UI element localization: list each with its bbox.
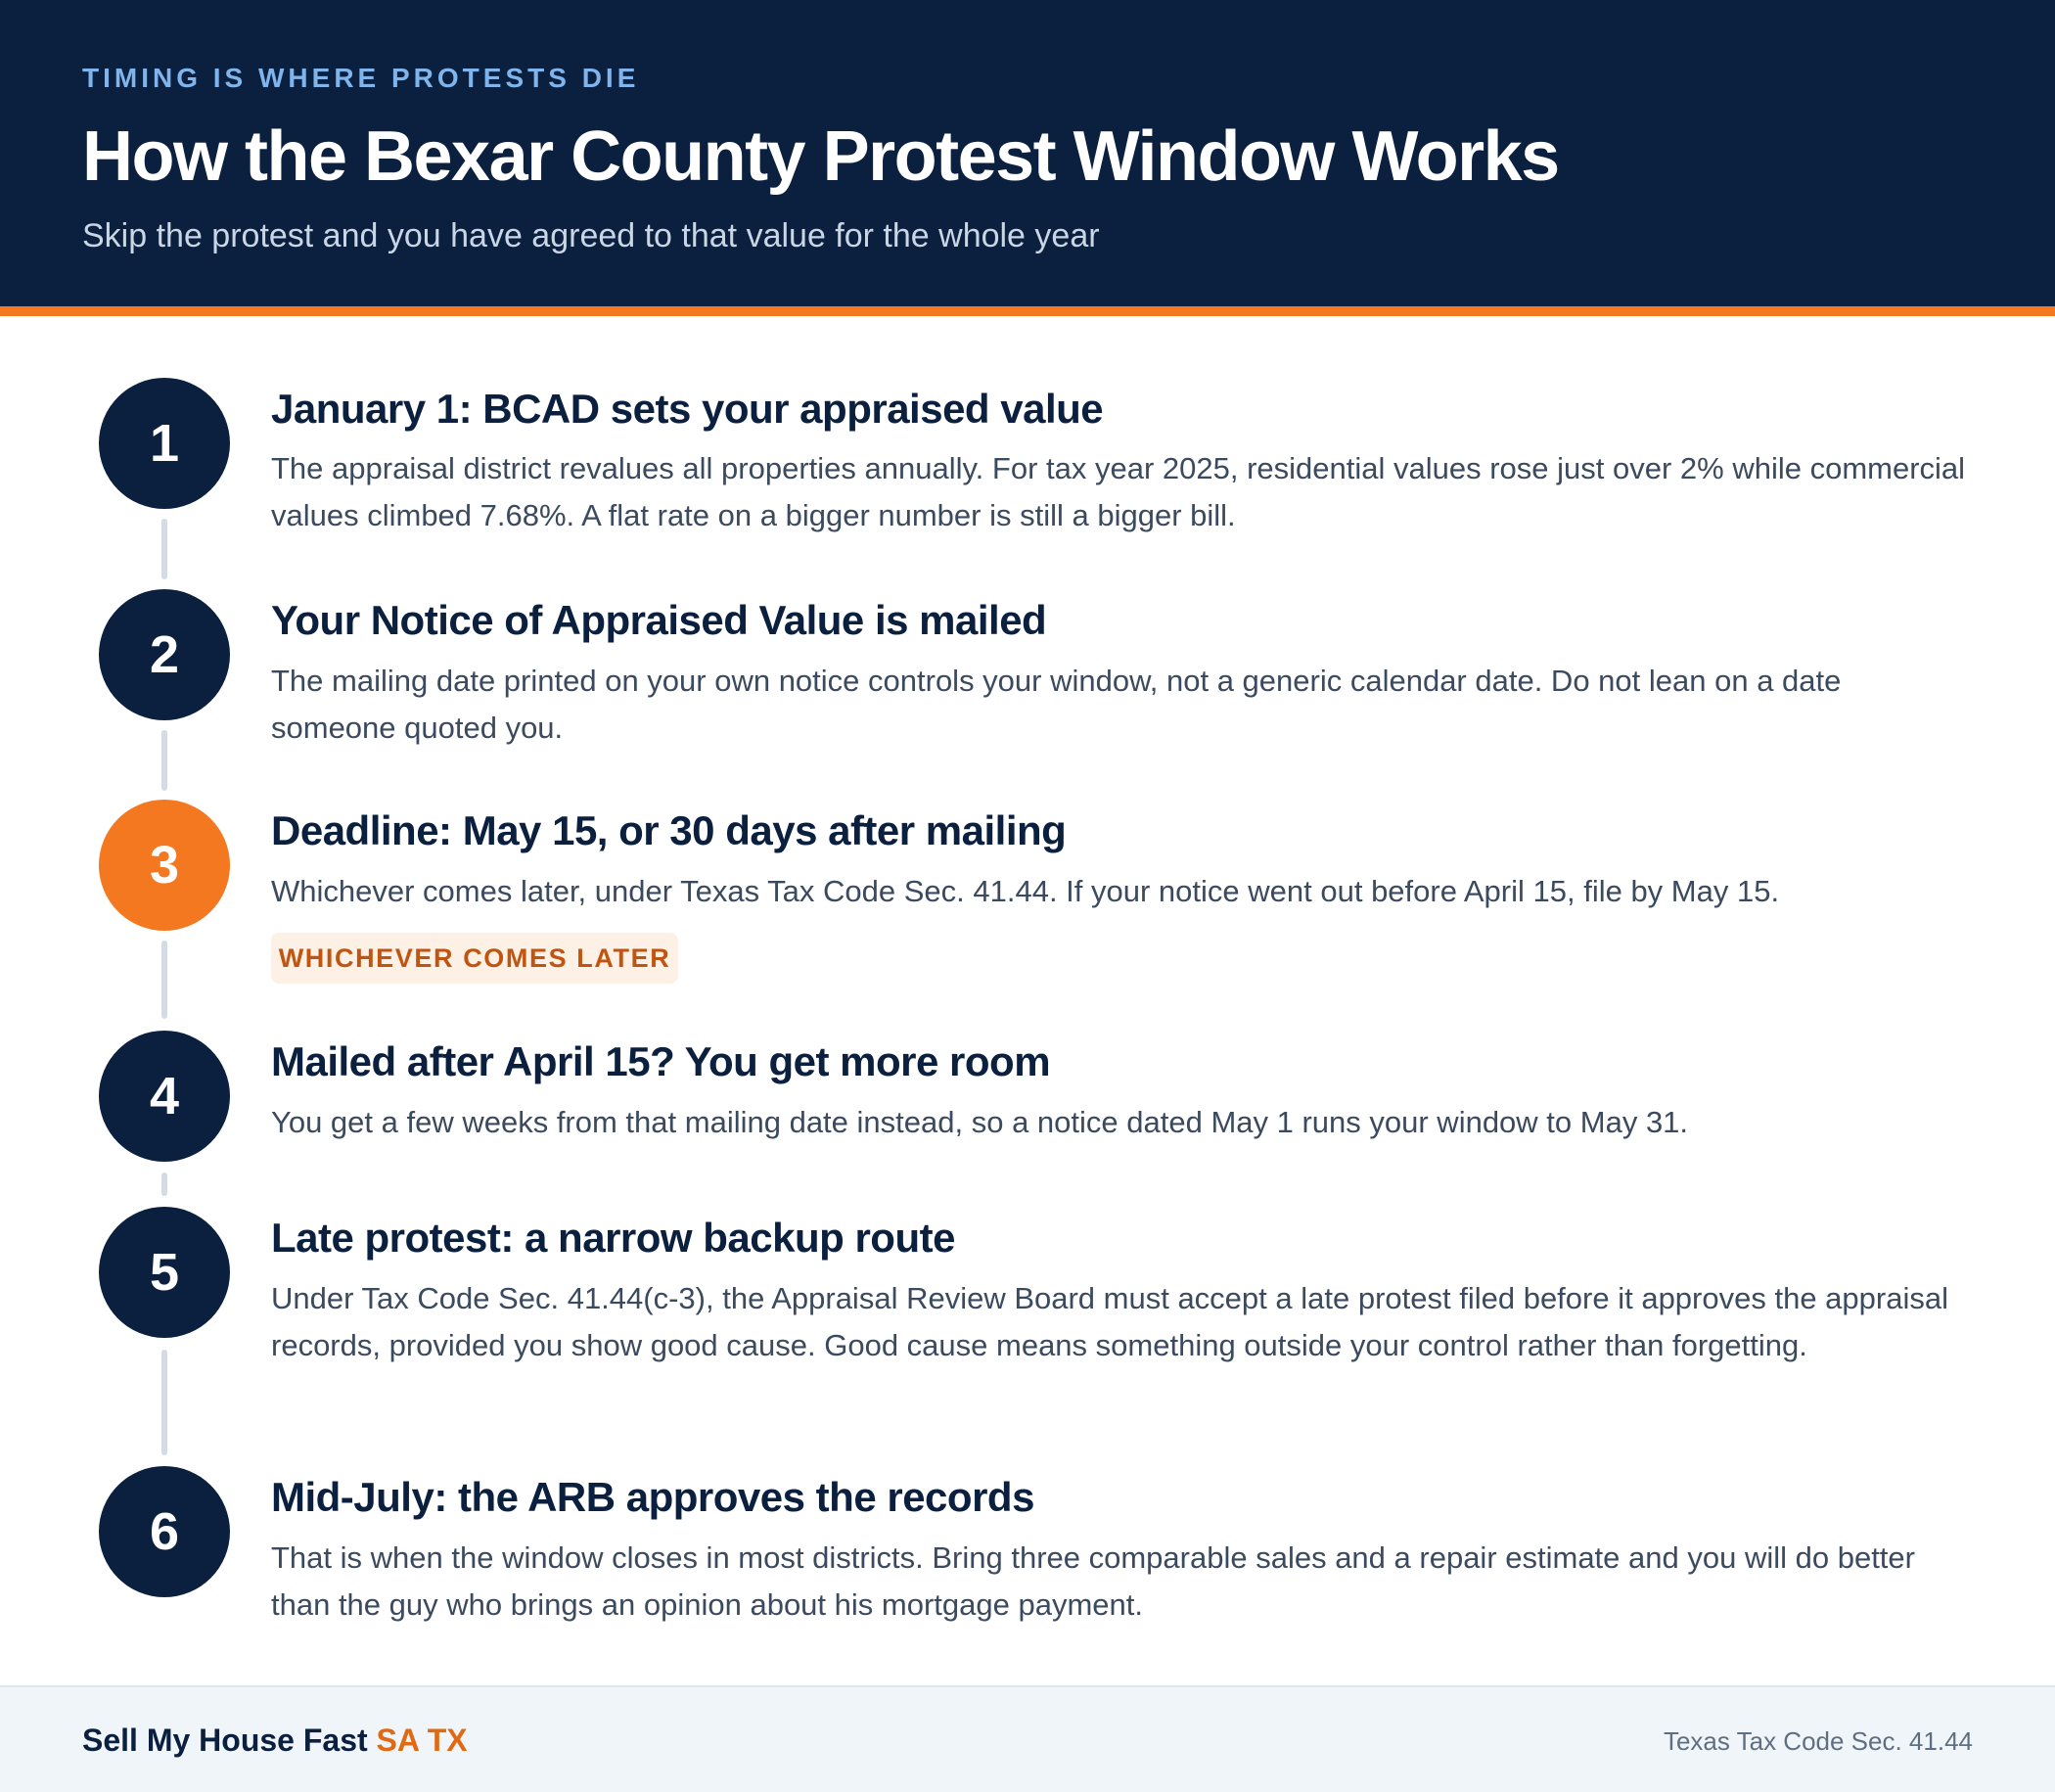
step-number-badge: 4	[99, 1031, 230, 1162]
step-title: Mailed after April 15? You get more room	[271, 1038, 1051, 1084]
brand-accent: SA TX	[376, 1723, 468, 1758]
brand-name	[82, 1723, 468, 1759]
footer	[0, 1685, 2055, 1792]
timeline-connector	[161, 1172, 167, 1196]
step-title: Your Notice of Appraised Value is mailed	[271, 597, 1047, 643]
step-description: The appraisal district revalues all properties annually. For tax year 2025, residential values rose just over 2% while commercial values climbed 7.68%. A flat rate on a bigger number is still a bigger bill.	[271, 451, 1966, 532]
step-number-badge: 2	[99, 589, 230, 720]
step-number-badge: 1	[99, 378, 230, 509]
timeline-connector	[161, 1350, 167, 1455]
step-description: The mailing date printed on your own notice controls your window, not a generic calendar date. Do not lean on a date someone quoted you.	[271, 664, 1842, 745]
page-subtitle: Skip the protest and you have agreed to that value for the whole year	[82, 217, 1100, 254]
step-number-badge: 6	[99, 1466, 230, 1597]
step-title: Late protest: a narrow backup route	[271, 1215, 955, 1261]
timeline-connector	[161, 519, 167, 579]
timeline-connector	[161, 730, 167, 791]
brand-main: Sell My House Fast	[82, 1723, 368, 1758]
step-description: Whichever comes later, under Texas Tax Code Sec. 41.44. If your notice went out before April 15, file by May 15.	[271, 874, 1780, 908]
step-title: Mid-July: the ARB approves the records	[271, 1474, 1034, 1520]
step-title: January 1: BCAD sets your appraised value	[271, 386, 1104, 432]
timeline-connector	[161, 941, 167, 1019]
whichever-later-badge: WHICHEVER COMES LATER	[271, 933, 678, 984]
eyebrow-text: TIMING IS WHERE PROTESTS DIE	[82, 63, 640, 93]
step-number-badge: 3	[99, 800, 230, 931]
step-description: That is when the window closes in most districts. Bring three comparable sales and a repair estimate and you will do better than the guy who brings an opinion about his mortgage payment.	[271, 1540, 1915, 1622]
citation: Texas Tax Code Sec. 41.44	[1663, 1726, 1973, 1756]
step-description: Under Tax Code Sec. 41.44(c-3), the Appraisal Review Board must accept a late protest filed before it approves the appraisal records, provided you show good cause. Good cause means something outside your control rather than forgetting.	[271, 1281, 1948, 1362]
header-accent-bar	[0, 306, 2055, 316]
step-title: Deadline: May 15, or 30 days after mailing	[271, 807, 1067, 853]
page-title: How the Bexar County Protest Window Works	[82, 117, 1559, 196]
step-number-badge: 5	[99, 1207, 230, 1338]
header-banner	[0, 0, 2055, 306]
step-description: You get a few weeks from that mailing date instead, so a notice dated May 1 runs your window to May 31.	[271, 1105, 1689, 1139]
